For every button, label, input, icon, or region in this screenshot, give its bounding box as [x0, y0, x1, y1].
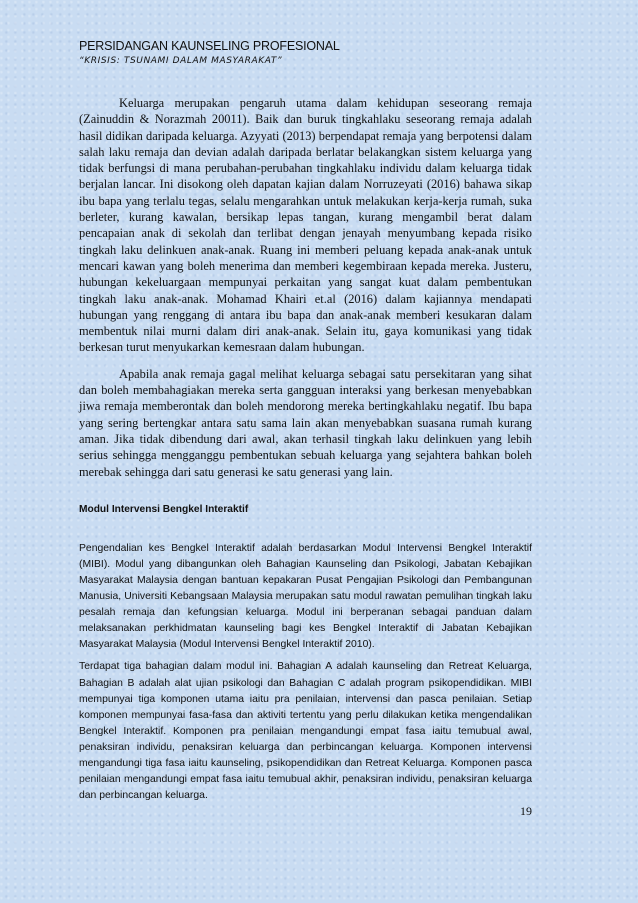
section-heading: Modul Intervensi Bengkel Interaktif — [79, 503, 249, 515]
page-body — [79, 95, 532, 810]
page-header — [79, 38, 559, 68]
conference-theme: “KRISIS: TSUNAMI DALAM MASYARAKAT” — [79, 56, 283, 66]
page-number: 19 — [520, 804, 532, 818]
conference-title: PERSIDANGAN KAUNSELING PROFESIONAL — [79, 39, 340, 53]
paragraph-family-influence: Keluarga merupakan pengaruh utama dalam kehidupan seseorang remaja (Zainuddin & Norazmah 20011). Baik dan buruk tingkahlaku seseorang remaja adalah hasil didikan daripada keluarga. Azyyati (2013) berpendapat remaja yang berpotensi dalam salah laku remaja dan devian adalah daripada berlatar belakangkan sistem keluarga yang tidak berfungsi di mana perubahan-perubahan tingkahlaku individu dalam keluarga tidak berjalan lancar. Ini disokong oleh dapatan kajian dalam Norruzeyati (2016) bahawa sikap ibu bapa yang terlalu tegas, selalu mengarahkan untuk melakukan kerja-kerja rumah, suka berleter, kurang kawalan, bersikap lepas tangan, kurang mengambil berat dalam pencapaian anak di sekolah dan terlibat dengan jenayah menyumbang kepada risiko tingkah laku delinkuen anak-anak. Ruang ini memberi peluang kepada anak-anak untuk mencari kawan yang boleh menerima dan memberi kegembiraan kepada mereka. Justeru, hubungan kekeluargaan mempunyai perkaitan yang sangat kuat dalam pembentukan tingkah laku anak-anak. Mohamad Khairi et.al (2016) dalam kajiannya mendapati hubungan yang renggang di antara ibu bapa dan anak-anak memberi kesukaran dalam membentuk nilai murni dalam diri anak-anak. Selain itu, gaya komunikasi yang tidak berkesan turut menyukarkan kemesraan dalam hubungan. — [79, 96, 532, 355]
paragraph-mibi-components: Terdapat tiga bahagian dalam modul ini. Bahagian A adalah kaunseling dan Retreat Keluarga, Bahagian B adalah alat ujian psikologi dan Bahagian C adalah program psikopendidikan. MIBI mempunyai tiga komponen utama iaitu pra penilaian, intervensi dan pasca penilaian. Setiap komponen mempunyai fasa-fasa dan aktiviti tertentu yang perlu dilakukan ketika mengendalikan Bengkel Interaktif. Komponen pra penilaian mengandungi empat fasa iaitu temubual awal, penaksiran individu, penaksiran keluarga dan perbincangan keluarga. Komponen intervensi mengandungi tiga fasa iaitu kaunseling, psikopendidikan dan Retreat Keluarga. Komponen pasca penilaian mengandungi empat fasa iaitu temubual akhir, penaksiran individu, penaksiran keluarga dan perbincangan keluarga. — [79, 661, 532, 802]
paragraph-teen-family: Apabila anak remaja gagal melihat keluarga sebagai satu persekitaran yang sihat dan boleh membahagiakan mereka serta gangguan interaksi yang berkesan menyebabkan jiwa remaja memberontak dan boleh mendorong mereka bertingkahlaku negatif. Ibu bapa yang sering bertengkar antara satu sama lain akan menyebabkan suasana rumah kurang aman. Jika tidak dibendung dari awal, akan terhasil tingkah laku delinkuen yang lebih serius sehingga mengganggu pembentukan sebuah keluarga yang sejahtera bahkan boleh merebak sehingga dari satu generasi ke satu generasi yang lain. — [79, 366, 532, 479]
paragraph-mibi-intro: Pengendalian kes Bengkel Interaktif adalah berdasarkan Modul Intervensi Bengkel Interaktif (MIBI). Modul yang dibangunkan oleh Bahagian Kaunseling dan Psikologi, Jabatan Kebajikan Masyarakat Malaysia dengan bantuan kepakaran Pusat Pengajian Psikologi dan Pembangunan Manusia, Universiti Kebangsaan Malaysia merupakan satu modul rawatan pemulihan tingkah laku pesalah remaja dan kefungsian keluarga. Modul ini berperanan sebagai panduan dalam melaksanakan perkhidmatan kaunseling bagi kes Bengkel Interaktif di Jabatan Kebajikan Masyarakat Malaysia (Modul Intervensi Bengkel Interaktif 2010). — [79, 542, 532, 651]
